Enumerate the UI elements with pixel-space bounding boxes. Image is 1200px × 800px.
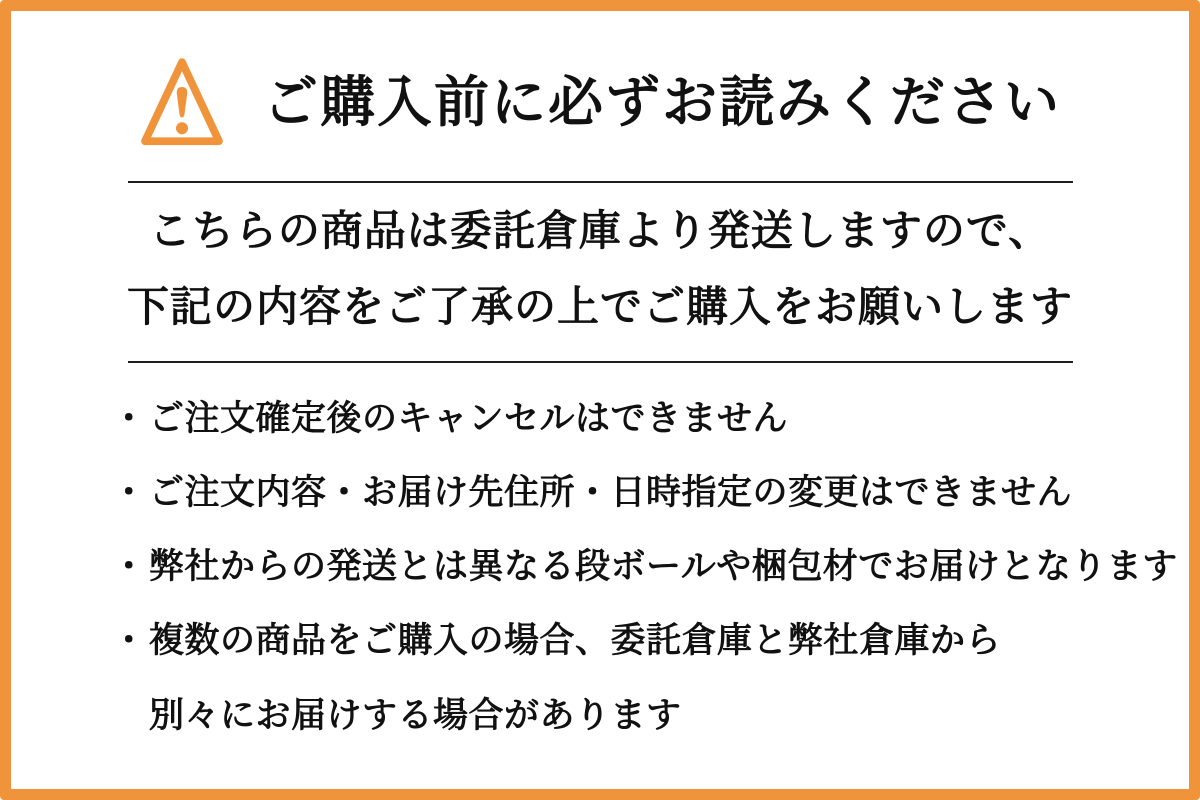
bullet-marker: ・ — [111, 621, 147, 661]
note-text — [149, 473, 1072, 513]
note-item-change — [109, 473, 1189, 513]
note-line: ご注文確定後のキャンセルはできません — [149, 399, 789, 439]
warning-triangle-icon — [139, 54, 225, 151]
note-line: 複数の商品をご購入の場合、委託倉庫と弊社倉庫から — [149, 621, 1002, 661]
note-item-packaging — [109, 547, 1189, 587]
note-item-separate-delivery — [109, 621, 1189, 736]
note-text — [149, 621, 1001, 736]
intro-paragraph — [11, 193, 1189, 345]
notes-list — [11, 399, 1189, 736]
note-line: 別々にお届けする場合があります — [149, 696, 682, 736]
bullet-marker: ・ — [111, 399, 147, 439]
intro-line-1: こちらの商品は委託倉庫より発送しますので、 — [148, 206, 1052, 255]
divider-top — [128, 181, 1073, 183]
note-line: ご注文内容・お届け先住所・日時指定の変更はできません — [149, 473, 1073, 513]
note-text — [149, 547, 1178, 587]
intro-line-2: 下記の内容をご了承の上でご購入をお願いします — [126, 282, 1073, 331]
divider-bottom — [128, 361, 1073, 363]
note-line: 弊社からの発送とは異なる段ボールや梱包材でお届けとなります — [149, 547, 1178, 587]
note-text — [149, 399, 788, 439]
notice-header — [11, 54, 1189, 151]
note-item-cancel — [109, 399, 1189, 439]
bullet-marker: ・ — [111, 473, 147, 513]
page-title: ご購入前に必ずお読みください — [262, 70, 1061, 134]
bullet-marker: ・ — [111, 547, 147, 587]
